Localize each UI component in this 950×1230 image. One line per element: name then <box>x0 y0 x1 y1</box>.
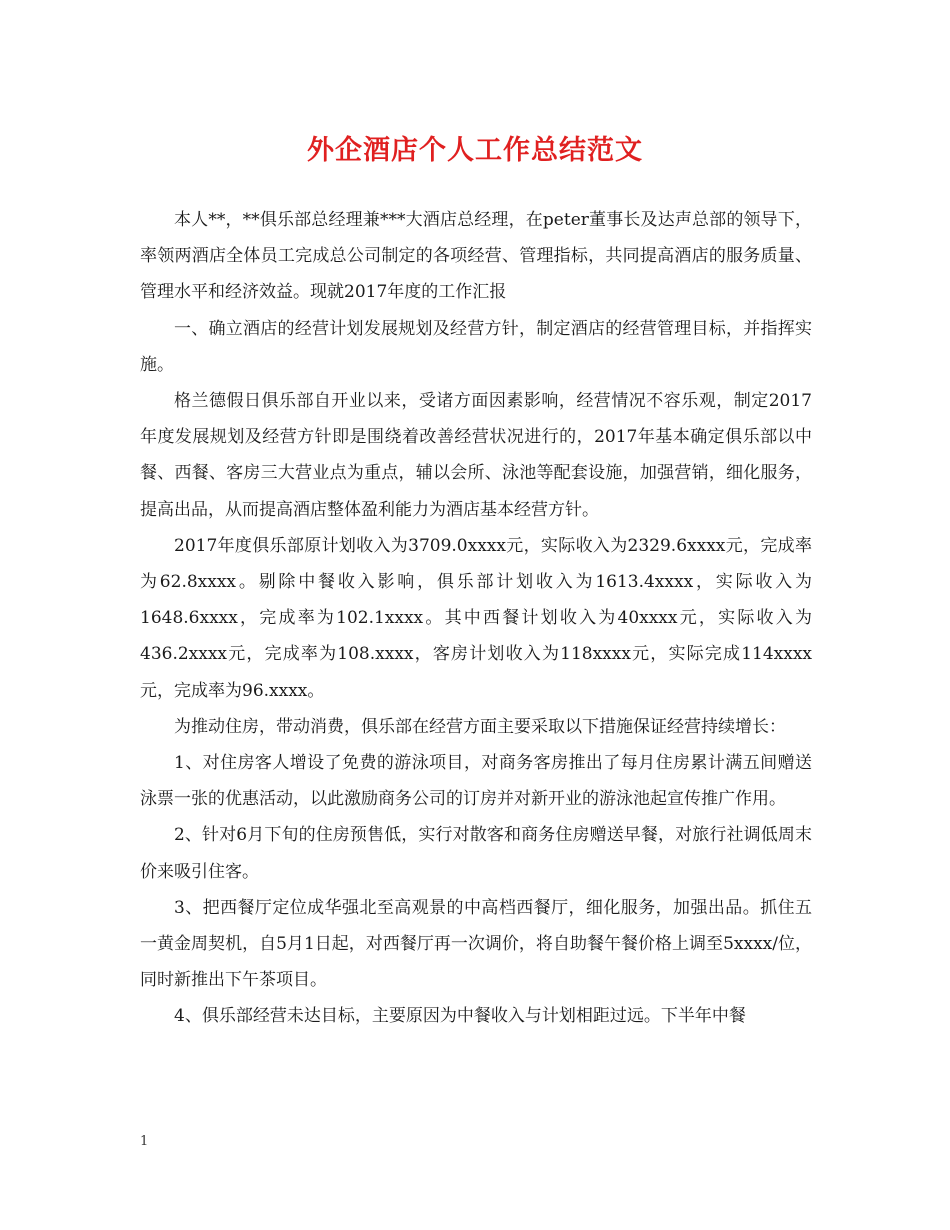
paragraph-measure-3: 3、把西餐厅定位成华强北至高观景的中高档西餐厅，细化服务，加强出品。抓住五一黄金周契机，自5月1日起，对西餐厅再一次调价，将自助餐午餐价格上调至5xxxx/位，同时新推出下午茶项目。 <box>140 897 812 991</box>
paragraph-revenue: 2017年度俱乐部原计划收入为3709.0xxxx元，实际收入为2329.6xxxx元，完成率为62.8xxxx。剔除中餐收入影响，俱乐部计划收入为1613.4xxxx，实际收入为1648.6xxxx，完成率为102.1xxxx。其中西餐计划收入为40xxxx元，实际收入为436.2xxxx元，完成率为108.xxxx，客房计划收入为118xxxx元，实际完成114xxxx元，完成率为96.xxxx。 <box>140 535 812 701</box>
paragraph-business-plan: 格兰德假日俱乐部自开业以来，受诸方面因素影响，经营情况不容乐观，制定2017年度发展规划及经营方针即是围绕着改善经营状况进行的，2017年基本确定俱乐部以中餐、西餐、客房三大营业点为重点，辅以会所、泳池等配套设施，加强营销，细化服务，提高出品，从而提高酒店整体盈利能力为酒店基本经营方针。 <box>140 391 812 520</box>
paragraph-measures-intro: 为推动住房，带动消费，俱乐部在经营方面主要采取以下措施保证经营持续增长： <box>174 716 786 737</box>
paragraph-measure-1: 1、对住房客人增设了免费的游泳项目，对商务客房推出了每月住房累计满五间赠送泳票一张的优惠活动，以此激励商务公司的订房并对新开业的游泳池起宣传推广作用。 <box>140 753 812 810</box>
paragraph-measure-2: 2、针对6月下旬的住房预售低，实行对散客和商务住房赠送早餐，对旅行社调低周末价来吸引住客。 <box>140 825 812 882</box>
paragraph-section-1-heading: 一、确立酒店的经营计划发展规划及经营方针，制定酒店的经营管理目标，并指挥实施。 <box>140 318 812 375</box>
paragraph-intro: 本人**，**俱乐部总经理兼***大酒店总经理，在peter董事长及达声总部的领导下，率领两酒店全体员工完成总公司制定的各项经营、管理指标，共同提高酒店的服务质量、管理水平和经济效益。现就2017年度的工作汇报 <box>140 210 812 303</box>
page-number: 1 <box>140 1134 149 1149</box>
document-title: 外企酒店个人工作总结范文 <box>307 135 643 166</box>
document-body <box>140 202 812 1035</box>
paragraph-measure-4: 4、俱乐部经营未达目标，主要原因为中餐收入与计划相距过远。下半年中餐 <box>174 1006 746 1027</box>
